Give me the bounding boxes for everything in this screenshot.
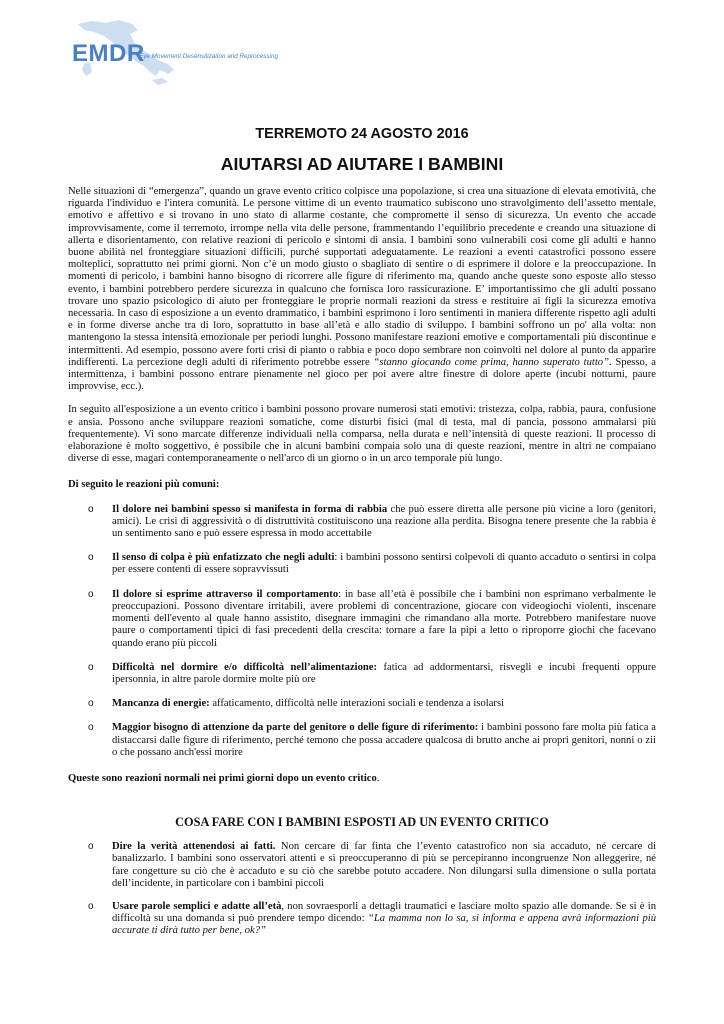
item-text: fatica ad addormentarsi, risvegli e incubi frequenti oppure ipersonnia, in altre parole dormire molte più ore (112, 661, 656, 685)
intro-quote: “stanno giocando come prima, hanno superato tutto” (373, 356, 609, 368)
item-text: : in base all’età è possibile che i bambini non esprimano verbalmente le preoccupazioni. Possono diventare irritabili, avere problemi di concentrazione, giocare con videogiochi violenti, inscenare momenti dell'evento al quale hanno assistito, disegnare immagini che rimandano alla morte. Potrebbero manifestare nuove paure o comportamenti tipici di fasi precedenti della crescita: tornare a fare la pipì a letto o riproporre giochi che facevano quando erano più piccoli (112, 588, 656, 649)
item-text: : i bambini possono sentirsi colpevoli di quanto accaduto o sentirsi in colpa per essere contenti di essere sopravvissuti (112, 552, 656, 576)
main-title: AIUTARSI AD AIUTARE I BAMBINI (220, 154, 504, 174)
list-item (68, 901, 656, 938)
list-item (68, 698, 656, 710)
bullet-icon: o (88, 661, 94, 673)
item-bold: Dire la verità attenendosi ai fatti. (112, 841, 276, 853)
bullet-icon: o (88, 588, 94, 600)
intro-text-a: Nelle situazioni di “emergenza”, quando un grave evento critico colpisce una popolazione, si crea una situazione di elevata emotività, che riguarda l'individuo e l'intera comunità. Le persone vittime di un evento traumatico subiscono uno stravolgimento dell’assetto mentale, emotivo e affettivo e si trovano in uno stato di allarme costante, che compromette il senso di sicurezza. Un evento che accade improvvisamente, come il terremoto, irrompe nella vita delle persone, frammentando l’equilibrio precedente e creando una situazione di allerta e disorientamento, con relative reazioni di pericolo e sintomi di ansia. I bambini sono vulnerabili così come gli adulti e hanno buone abilità nel fronteggiare situazioni difficili, purché supportati adeguatamente. Le reazioni a eventi catastrofici possono essere molteplici, soprattutto nei primi giorni. Non c’è un modo giusto o sbagliato di sentire o di esprimere il dolore e la preoccupazione. In momenti di pericolo, i bambini hanno bisogno di ricorrere alle figure di riferimento ma, quando anche queste sono esposte allo stesso evento, i bambini potrebbero perdere sicurezza in qualcuno che fornisca loro rassicurazione. E’ importantissimo che gli adulti possano trovare uno spazio psicologico di aiuto per fronteggiare le proprie normali reazioni da stress e restituire ai figli la sicurezza emotiva necessaria. In caso di esposizione a un evento drammatico, i bambini esprimono i loro sentimenti in maniera differente rispetto agli adulti e in forme diverse anche tra di loro, soprattutto in base all’età e allo stadio di sviluppo. I bambini soffrono un po' alla volta: non mantengono la stessa intensità emozionale per periodi lunghi. Possono manifestare reazioni emotive e comportamentali più discontinue e intermittenti. Ad esempio, possono avere forti crisi di pianto o rabbia e poco dopo sembrare non coinvolti nel dolore al punto da apparire indifferenti. La percezione degli adulti di riferimento potrebbe essere (68, 186, 656, 368)
bullet-icon: o (88, 841, 94, 853)
bullet-icon: o (88, 900, 94, 912)
bullet-icon: o (88, 552, 94, 564)
second-paragraph: In seguito all'esposizione a un evento critico i bambini possono provare numerosi stati emotivi: tristezza, colpa, rabbia, paura, confusione e ansia. Possono anche sviluppare reazioni somatiche, come disturbi fisici (mal di testa, mal di pancia, possono ammalarsi più frequentemente). Vi sono marcate differenze individuali nella comparsa, nella durata e nell’intensità di queste reazioni. Il processo di elaborazione è molto soggettivo, è possibile che in alcuni bambini compaia solo una di queste reazioni, mentre in altri ne compaiano diverse di esse, magari contemporaneamente o nell'arco di un giorno o in un arco temporale più lungo. (68, 404, 656, 465)
item-bold: Il senso di colpa è più enfatizzato che negli adulti (112, 552, 335, 564)
list-item (68, 841, 656, 890)
section-title: COSA FARE CON I BAMBINI ESPOSTI AD UN EVENTO CRITICO (175, 815, 549, 830)
actions-list (68, 841, 656, 937)
list-item (68, 722, 656, 759)
item-text: i bambini possono fare molta più fatica a distaccarsi dalle figure di riferimento, perché temono che possa accadere qualcosa di brutto anche ai propri genitori, nonni o zii o che possano anch'essi morire (112, 722, 656, 758)
item-text: , non sovraesporli a dettagli traumatici e lasciare molto spazio alle domande. Se si è in difficoltà su una domanda si può prendere tempo dicendo: (112, 900, 656, 925)
item-bold: Difficoltà nel dormire e/o difficoltà nell’alimentazione: (112, 661, 378, 673)
document-body (68, 126, 656, 938)
item-text: affaticamento, difficoltà nelle interazioni sociali e tendenza a isolarsi (209, 698, 505, 710)
list-item (68, 662, 656, 686)
item-text: che può essere diretta alle persone più vicine a loro (genitori, amici). Le crisi di aggressività o di distruttività costituiscono una reazione alla perdita. Bisogna tenere presente che la rabbia è un sentimento sano e può essere espressa in modo accettabile (112, 503, 656, 540)
item-italic: “La mamma non lo sa, si informa e appena avrà informazioni più accurate ti dirà tutto per bene, ok?” (112, 913, 656, 937)
item-bold: Maggior bisogno di attenzione da parte del genitore o delle figure di riferimento: (112, 722, 479, 734)
logo-subtitle: Eye Movement Desensitization and Reprocessing (139, 53, 278, 60)
logo-name: EMDR (72, 40, 145, 67)
date-title: TERREMOTO 24 AGOSTO 2016 (255, 126, 469, 142)
bullet-icon: o (88, 503, 94, 515)
emdr-logo (64, 18, 284, 88)
conclusion (68, 773, 656, 785)
intro-text-b: . Spesso, a intermittenza, i bambini possono entrare pienamente nel gioco per poi avere altre finestre di dolore aperte (incubi notturni, paure improvvise, ecc.). (68, 356, 656, 393)
list-item (68, 589, 656, 650)
item-bold: Il dolore nei bambini spesso si manifesta in forma di rabbia (112, 503, 388, 515)
bullet-icon: o (88, 698, 94, 710)
conclusion-bold: Queste sono reazioni normali nei primi giorni dopo un evento critico (68, 772, 377, 784)
conclusion-end: . (376, 772, 380, 784)
item-bold: Il dolore si esprime attraverso il comportamento (112, 588, 339, 600)
item-text: Non cercare di far finta che l’evento catastrofico non sia accaduto, né cercare di banalizzarlo. I bambini sono osservatori attenti e si preoccuperanno di più se percepiranno incongruenze Non alleggerire, né fare congetture su ciò che è accaduto e su ciò che sarebbe potuto accadere. Non dilungarsi sulla dimensione o sulla portata dell’incidente, in particolare con i bambini piccoli (112, 841, 657, 889)
reactions-heading: Di seguito le reazioni più comuni: (68, 479, 220, 491)
item-bold: Usare parole semplici e adatte all’età (112, 900, 282, 912)
intro-paragraph (68, 186, 656, 393)
list-item (68, 504, 656, 541)
list-item (68, 552, 656, 576)
bullet-icon: o (88, 722, 94, 734)
reactions-list (68, 504, 656, 759)
item-bold: Mancanza di energie: (112, 698, 210, 710)
